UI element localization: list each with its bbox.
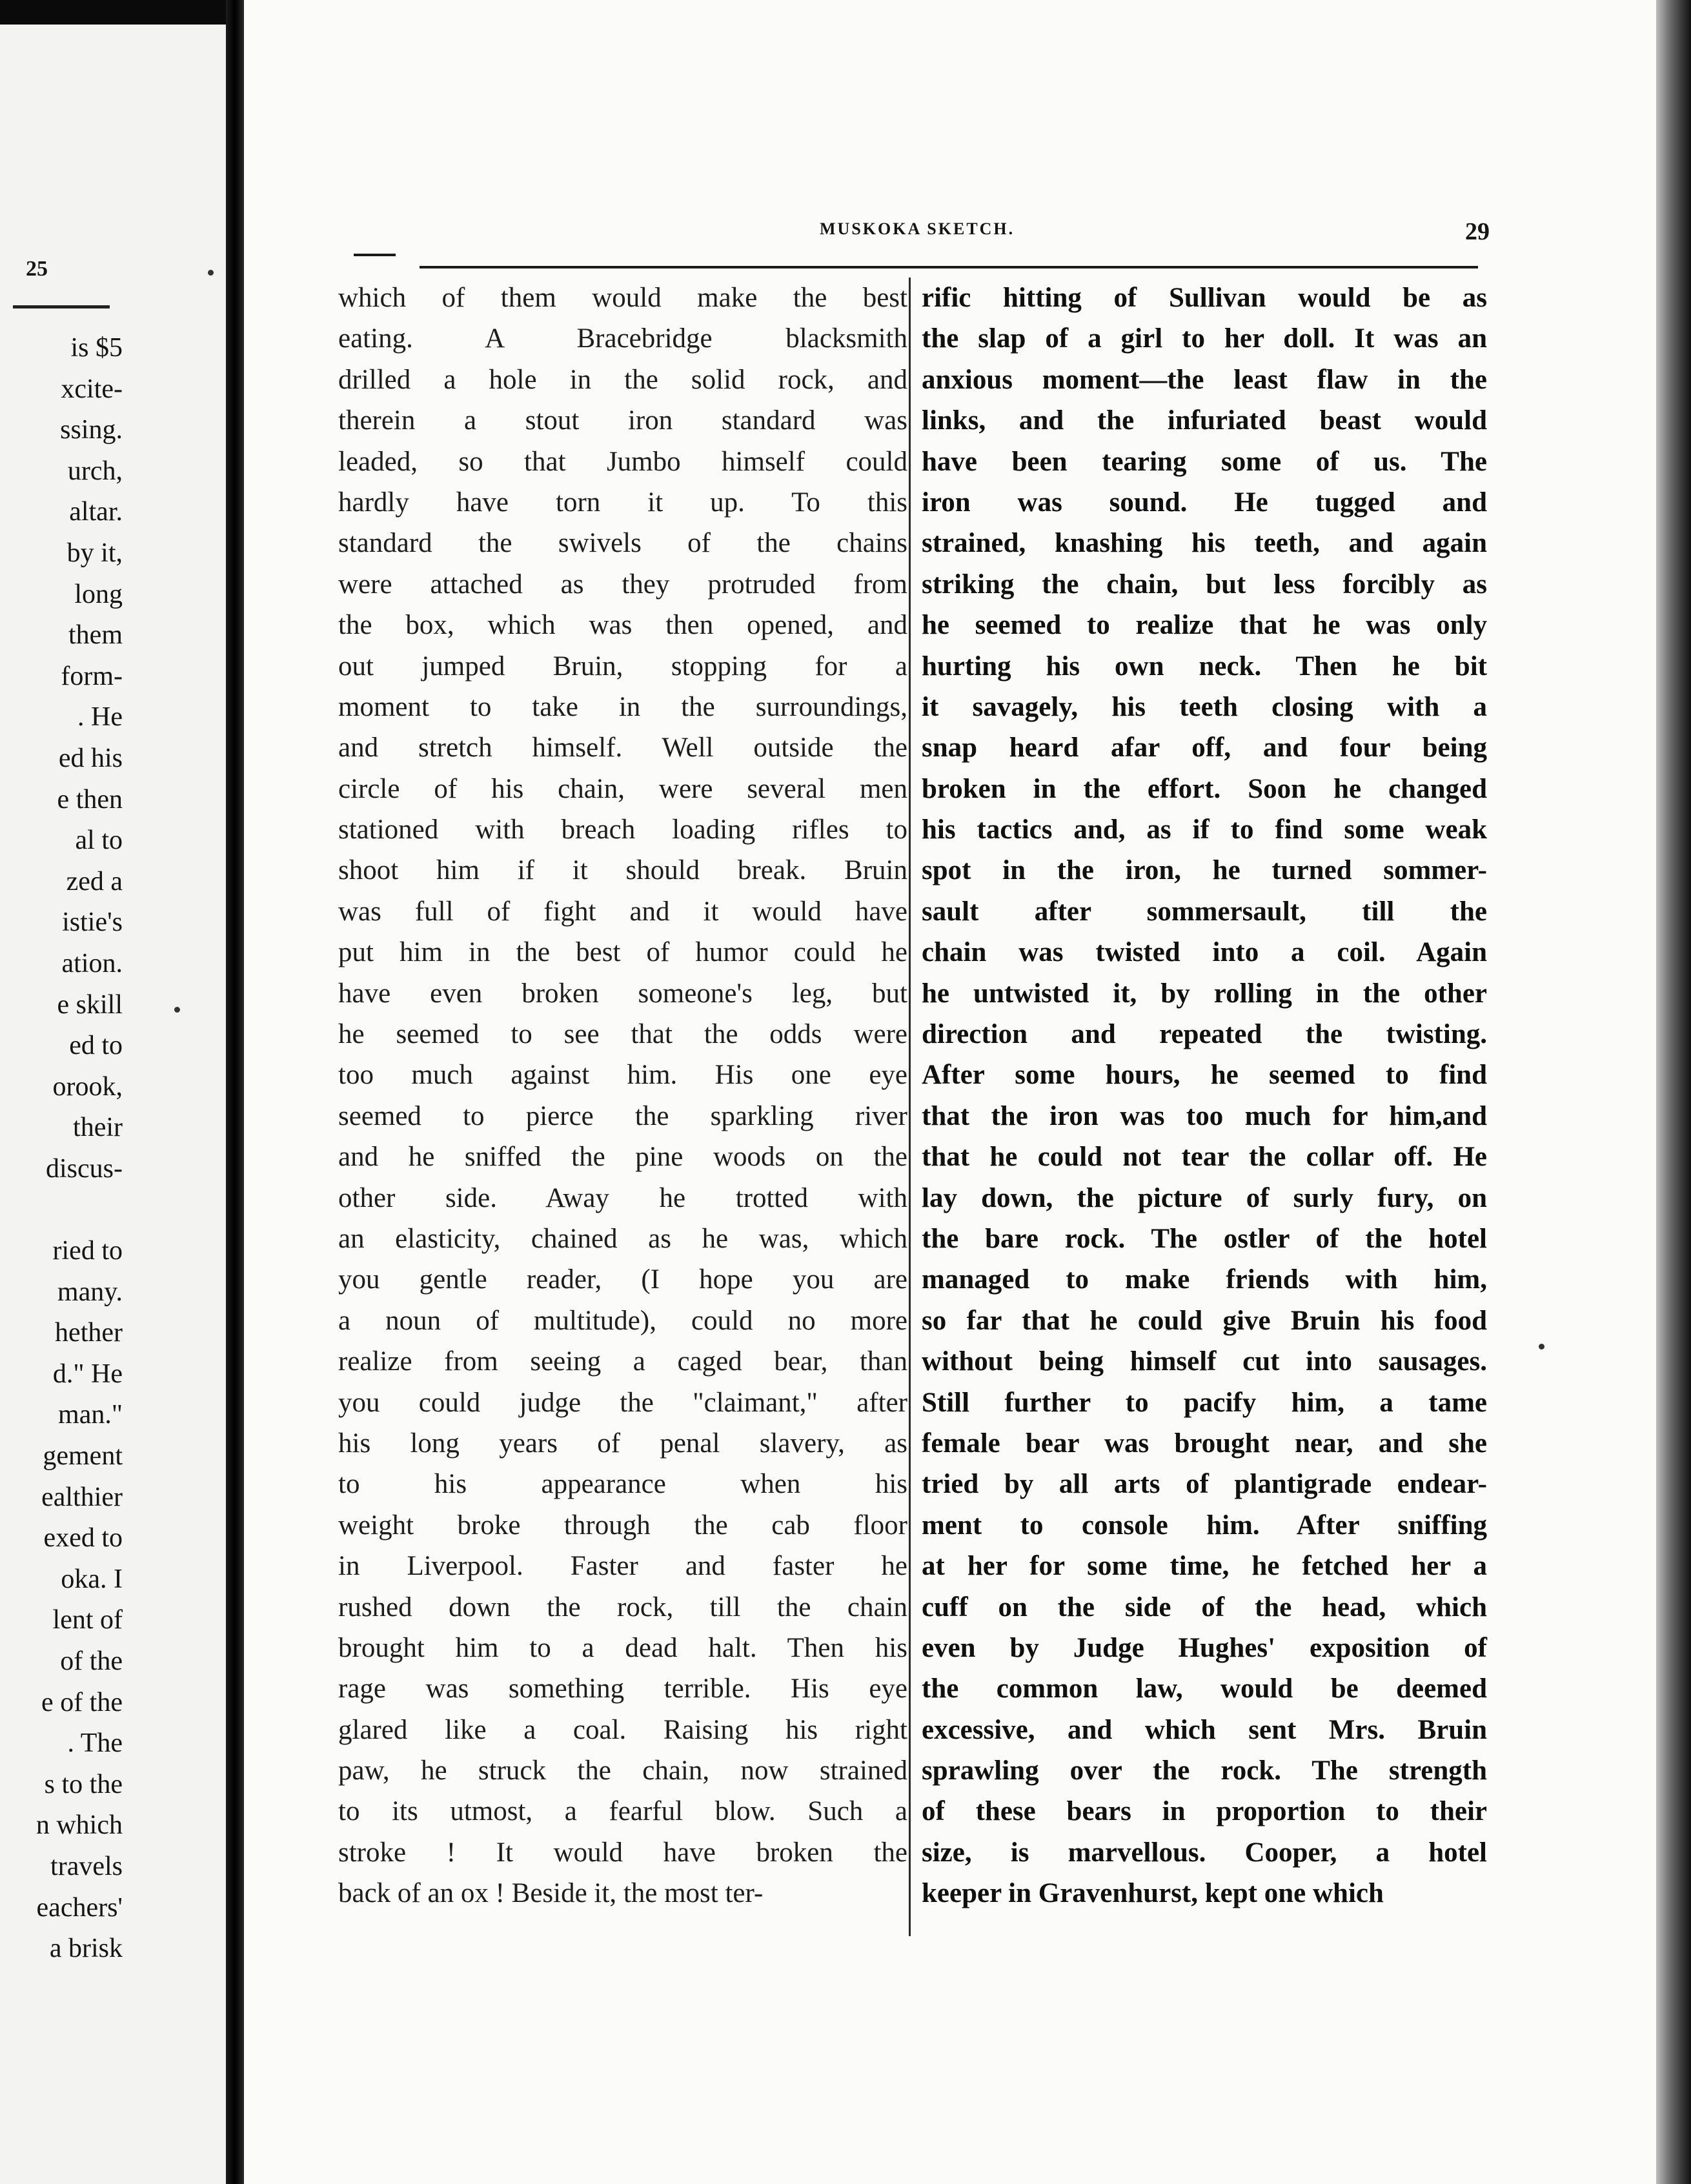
text-line: istie's xyxy=(62,907,123,938)
text-line: other side. Away he trotted with xyxy=(338,1182,907,1213)
text-line: their xyxy=(73,1113,123,1143)
text-line: have been tearing some of us. The xyxy=(922,446,1487,477)
text-line: that the iron was too much for him,and xyxy=(922,1100,1487,1131)
text-line: After some hours, he seemed to find xyxy=(922,1060,1487,1091)
text-line: too much against him. His one eye xyxy=(338,1060,907,1091)
text-line: n which xyxy=(35,1810,123,1841)
text-line: hardly have torn it up. To this xyxy=(338,487,907,518)
text-line: hurting his own neck. Then he bit xyxy=(922,651,1487,682)
text-column-left xyxy=(338,278,907,1914)
text-line: the box, which was then opened, and xyxy=(338,610,907,641)
page-edge-shadow xyxy=(1656,0,1691,2184)
text-line: managed to make friends with him, xyxy=(922,1264,1487,1295)
text-line: broken in the effort. Soon he changed xyxy=(922,773,1487,804)
text-line: drilled a hole in the solid rock, and xyxy=(338,364,907,395)
text-line: put him in the best of humor could he xyxy=(338,937,907,968)
text-line: zed a xyxy=(66,866,123,896)
text-line: travels xyxy=(50,1851,123,1881)
text-line: spot in the iron, he turned sommer- xyxy=(922,855,1487,886)
text-line: the common law, would be deemed xyxy=(922,1673,1487,1704)
text-line: so far that he could give Bruin his food xyxy=(922,1305,1487,1336)
text-line: by it, xyxy=(66,538,123,568)
text-line: s to the xyxy=(44,1769,123,1799)
text-line: weight broke through the cab floor xyxy=(338,1510,907,1541)
text-line: which of them would make the best xyxy=(338,283,907,313)
text-line: ried to xyxy=(52,1236,123,1266)
text-line: striking the chain, but less forcibly as xyxy=(922,569,1487,600)
text-line: to his appearance when his xyxy=(338,1469,907,1500)
text-line: lay down, the picture of surly fury, on xyxy=(922,1182,1487,1213)
text-line: . The xyxy=(67,1728,123,1759)
text-line: of the xyxy=(60,1646,123,1676)
text-line: hether xyxy=(55,1318,123,1348)
text-line: he untwisted it, by rolling in the other xyxy=(922,978,1487,1009)
text-line: eating. A Bracebridge blacksmith xyxy=(338,323,907,354)
column-divider xyxy=(909,278,911,1936)
text-line: discus- xyxy=(46,1153,123,1184)
text-line: female bear was brought near, and she xyxy=(922,1428,1487,1459)
text-line: urch, xyxy=(67,456,123,486)
text-line: chain was twisted into a coil. Again xyxy=(922,937,1487,968)
text-line: back of an ox ! Beside it, the most ter- xyxy=(338,1878,764,1909)
text-line: stroke ! It would have broken the xyxy=(338,1837,907,1868)
ink-speck xyxy=(174,1007,180,1013)
text-line: is $5 xyxy=(70,333,123,363)
ink-speck xyxy=(208,270,214,276)
text-line: sprawling over the rock. The strength xyxy=(922,1755,1487,1786)
text-line: e skill xyxy=(57,989,123,1020)
left-page-number: 25 xyxy=(26,257,48,281)
text-line: oka. I xyxy=(61,1564,123,1594)
text-line: have even broken someone's leg, but xyxy=(338,978,907,1009)
text-line: links, and the infuriated beast would xyxy=(922,405,1487,436)
text-line: many. xyxy=(57,1277,123,1307)
text-line: snap heard afar off, and four being xyxy=(922,733,1487,763)
text-line: circle of his chain, were several men xyxy=(338,773,907,804)
text-line: man." xyxy=(58,1400,123,1430)
text-line: a noun of multitude), could no more xyxy=(338,1305,907,1336)
page-number: 29 xyxy=(1465,218,1490,245)
text-line: at her for some time, he fetched her a xyxy=(922,1551,1487,1582)
text-line: al to xyxy=(75,825,123,856)
text-line: stationed with breach loading rifles to xyxy=(338,814,907,845)
text-line: without being himself cut into sausages. xyxy=(922,1346,1487,1377)
text-line: sault after sommersault, till the xyxy=(922,896,1487,927)
text-line: form- xyxy=(61,661,123,691)
text-line: seemed to pierce the sparkling river xyxy=(338,1100,907,1131)
text-line: strained, knashing his teeth, and again xyxy=(922,528,1487,559)
text-line: size, is marvellous. Cooper, a hotel xyxy=(922,1837,1487,1868)
text-line: you gentle reader, (I hope you are xyxy=(338,1264,907,1295)
text-line: ment to console him. After sniffing xyxy=(922,1510,1487,1541)
text-line: to its utmost, a fearful blow. Such a xyxy=(338,1796,907,1827)
text-line: the bare rock. The ostler of the hotel xyxy=(922,1223,1487,1254)
text-line: you could judge the "claimant," after xyxy=(338,1387,907,1418)
text-line: his tactics and, as if to find some weak xyxy=(922,814,1487,845)
text-line: brought him to a dead halt. Then his xyxy=(338,1632,907,1663)
text-line: lent of xyxy=(52,1605,123,1635)
text-line: e then xyxy=(57,784,123,814)
text-line: rushed down the rock, till the chain xyxy=(338,1592,907,1623)
text-line: keeper in Gravenhurst, kept one which xyxy=(922,1878,1384,1909)
left-facing-page xyxy=(0,25,226,2184)
text-line: ealthier xyxy=(41,1482,123,1512)
text-line: . He xyxy=(77,702,123,733)
text-line: and stretch himself. Well outside the xyxy=(338,733,907,763)
text-line: was full of fight and it would have xyxy=(338,896,907,927)
text-line: shoot him if it should break. Bruin xyxy=(338,855,907,886)
text-line: therein a stout iron standard was xyxy=(338,405,907,436)
text-line: it savagely, his teeth closing with a xyxy=(922,691,1487,722)
header-rule xyxy=(420,266,1478,268)
text-line: excessive, and which sent Mrs. Bruin xyxy=(922,1714,1487,1745)
text-line: rage was something terrible. His eye xyxy=(338,1673,907,1704)
text-line: even by Judge Hughes' exposition of xyxy=(922,1632,1487,1663)
text-line: rific hitting of Sullivan would be as xyxy=(922,283,1487,313)
text-line: that he could not tear the collar off. He xyxy=(922,1142,1487,1173)
text-line: the slap of a girl to her doll. It was an xyxy=(922,323,1487,354)
text-line: exed to xyxy=(43,1523,123,1553)
text-line: his long years of penal slavery, as xyxy=(338,1428,907,1459)
text-line: of these bears in proportion to their xyxy=(922,1796,1487,1827)
left-page-rule xyxy=(13,305,110,308)
text-line: d." He xyxy=(52,1359,123,1389)
text-line: glared like a coal. Raising his right xyxy=(338,1714,907,1745)
text-line: e of the xyxy=(41,1687,123,1717)
text-line: in Liverpool. Faster and faster he xyxy=(338,1551,907,1582)
running-head: MUSKOKA SKETCH. xyxy=(820,219,1015,238)
text-line: cuff on the side of the head, which xyxy=(922,1592,1487,1623)
text-line: were attached as they protruded from xyxy=(338,569,907,600)
text-line: leaded, so that Jumbo himself could xyxy=(338,446,907,477)
text-line: ed his xyxy=(58,743,123,773)
text-line: direction and repeated the twisting. xyxy=(922,1019,1487,1050)
text-line: ation. xyxy=(61,948,123,978)
text-line xyxy=(0,1189,123,1231)
ink-speck xyxy=(1539,1344,1544,1350)
text-line: and he sniffed the pine woods on the xyxy=(338,1142,907,1173)
text-line: xcite- xyxy=(61,374,123,404)
text-line: moment to take in the surroundings, xyxy=(338,691,907,722)
text-column-right xyxy=(922,278,1487,1914)
left-page-text-fragments xyxy=(0,328,123,1970)
text-line: them xyxy=(68,620,123,651)
text-line: an elasticity, chained as he was, which xyxy=(338,1223,907,1254)
text-line: paw, he struck the chain, now strained xyxy=(338,1755,907,1786)
text-line: ssing. xyxy=(60,415,123,445)
book-gutter xyxy=(226,0,244,2184)
text-line: Still further to pacify him, a tame xyxy=(922,1387,1487,1418)
text-line: a brisk xyxy=(49,1934,123,1964)
text-line: out jumped Bruin, stopping for a xyxy=(338,651,907,682)
text-line: eachers' xyxy=(36,1892,123,1923)
text-line: he seemed to realize that he was only xyxy=(922,610,1487,641)
text-line: iron was sound. He tugged and xyxy=(922,487,1487,518)
text-line: orook, xyxy=(52,1071,123,1102)
text-line: long xyxy=(74,579,123,609)
text-line: tried by all arts of plantigrade endear- xyxy=(922,1469,1487,1500)
text-line: ed to xyxy=(69,1031,123,1061)
text-line: gement xyxy=(43,1441,123,1471)
text-line: altar. xyxy=(69,497,123,527)
header-rule-short xyxy=(354,254,396,256)
text-line: realize from seeing a caged bear, than xyxy=(338,1346,907,1377)
text-line: anxious moment—the least flaw in the xyxy=(922,364,1487,395)
text-line: standard the swivels of the chains xyxy=(338,528,907,559)
text-line: he seemed to see that the odds were xyxy=(338,1019,907,1050)
